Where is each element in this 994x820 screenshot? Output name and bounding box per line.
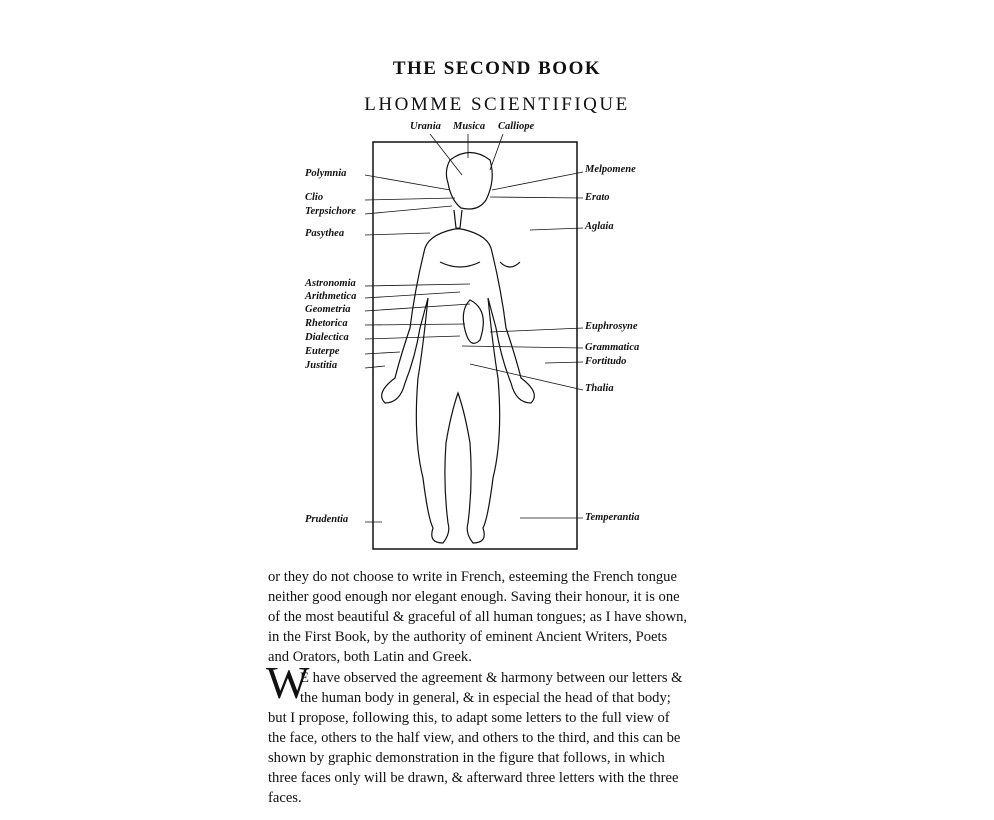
- label-arithmetica: Arithmetica: [305, 291, 357, 302]
- label-aglaia: Aglaia: [585, 221, 614, 232]
- body-text-line: the face, others to the half view, and others to the third, and this can be: [268, 730, 681, 746]
- label-dialectica: Dialectica: [305, 332, 349, 343]
- label-geometria: Geometria: [305, 304, 351, 315]
- label-rhetorica: Rhetorica: [305, 318, 348, 329]
- body-text-line: or they do not choose to write in French, esteeming the French tongue: [268, 569, 677, 585]
- label-pasythea: Pasythea: [305, 228, 345, 239]
- body-text-line: shown by graphic demonstration in the figure that follows, in which: [268, 750, 665, 766]
- body-text-line: E have observed the agreement & harmony between our letters &: [300, 670, 683, 686]
- body-text-line: of the most beautiful & graceful of all human tongues; as I have shown,: [268, 609, 688, 625]
- body-text-line: and Orators, both Latin and Greek.: [268, 649, 472, 665]
- body-text-line: three faces only will be drawn, & afterward three letters with the three: [268, 770, 679, 786]
- body-text-line: in the First Book, by the authority of eminent Ancient Writers, Poets: [268, 629, 668, 645]
- body-text-line: faces.: [268, 790, 302, 806]
- page-heading: THE SECOND BOOK: [392, 58, 602, 79]
- label-melpomene: Melpomene: [585, 164, 636, 175]
- body-text-line: the human body in general, & in especial the head of that body;: [300, 690, 671, 706]
- body-text-line: but I propose, following this, to adapt some letters to the full view of: [268, 710, 670, 726]
- label-polymnia: Polymnia: [305, 168, 347, 179]
- label-terpsichore: Terpsichore: [305, 206, 356, 217]
- label-musica: Musica: [453, 121, 486, 132]
- drop-cap: W: [266, 657, 310, 708]
- label-erato: Erato: [585, 192, 610, 203]
- label-prudentia: Prudentia: [305, 514, 349, 525]
- label-temperantia: Temperantia: [585, 512, 640, 523]
- label-astronomia: Astronomia: [305, 278, 356, 289]
- label-fortitudo: Fortitudo: [585, 356, 627, 367]
- label-thalia: Thalia: [585, 383, 614, 394]
- label-urania: Urania: [410, 121, 441, 132]
- label-grammatica: Grammatica: [585, 342, 640, 353]
- label-justitia: Justitia: [305, 360, 338, 371]
- figure-title: LHOMME SCIENTIFIQUE: [364, 94, 630, 115]
- label-clio: Clio: [305, 192, 324, 203]
- body-text-line: neither good enough nor elegant enough. Saving their honour, it is one: [268, 589, 680, 605]
- label-euterpe: Euterpe: [305, 346, 340, 357]
- label-calliope: Calliope: [498, 121, 535, 132]
- label-euphrosyne: Euphrosyne: [585, 321, 638, 332]
